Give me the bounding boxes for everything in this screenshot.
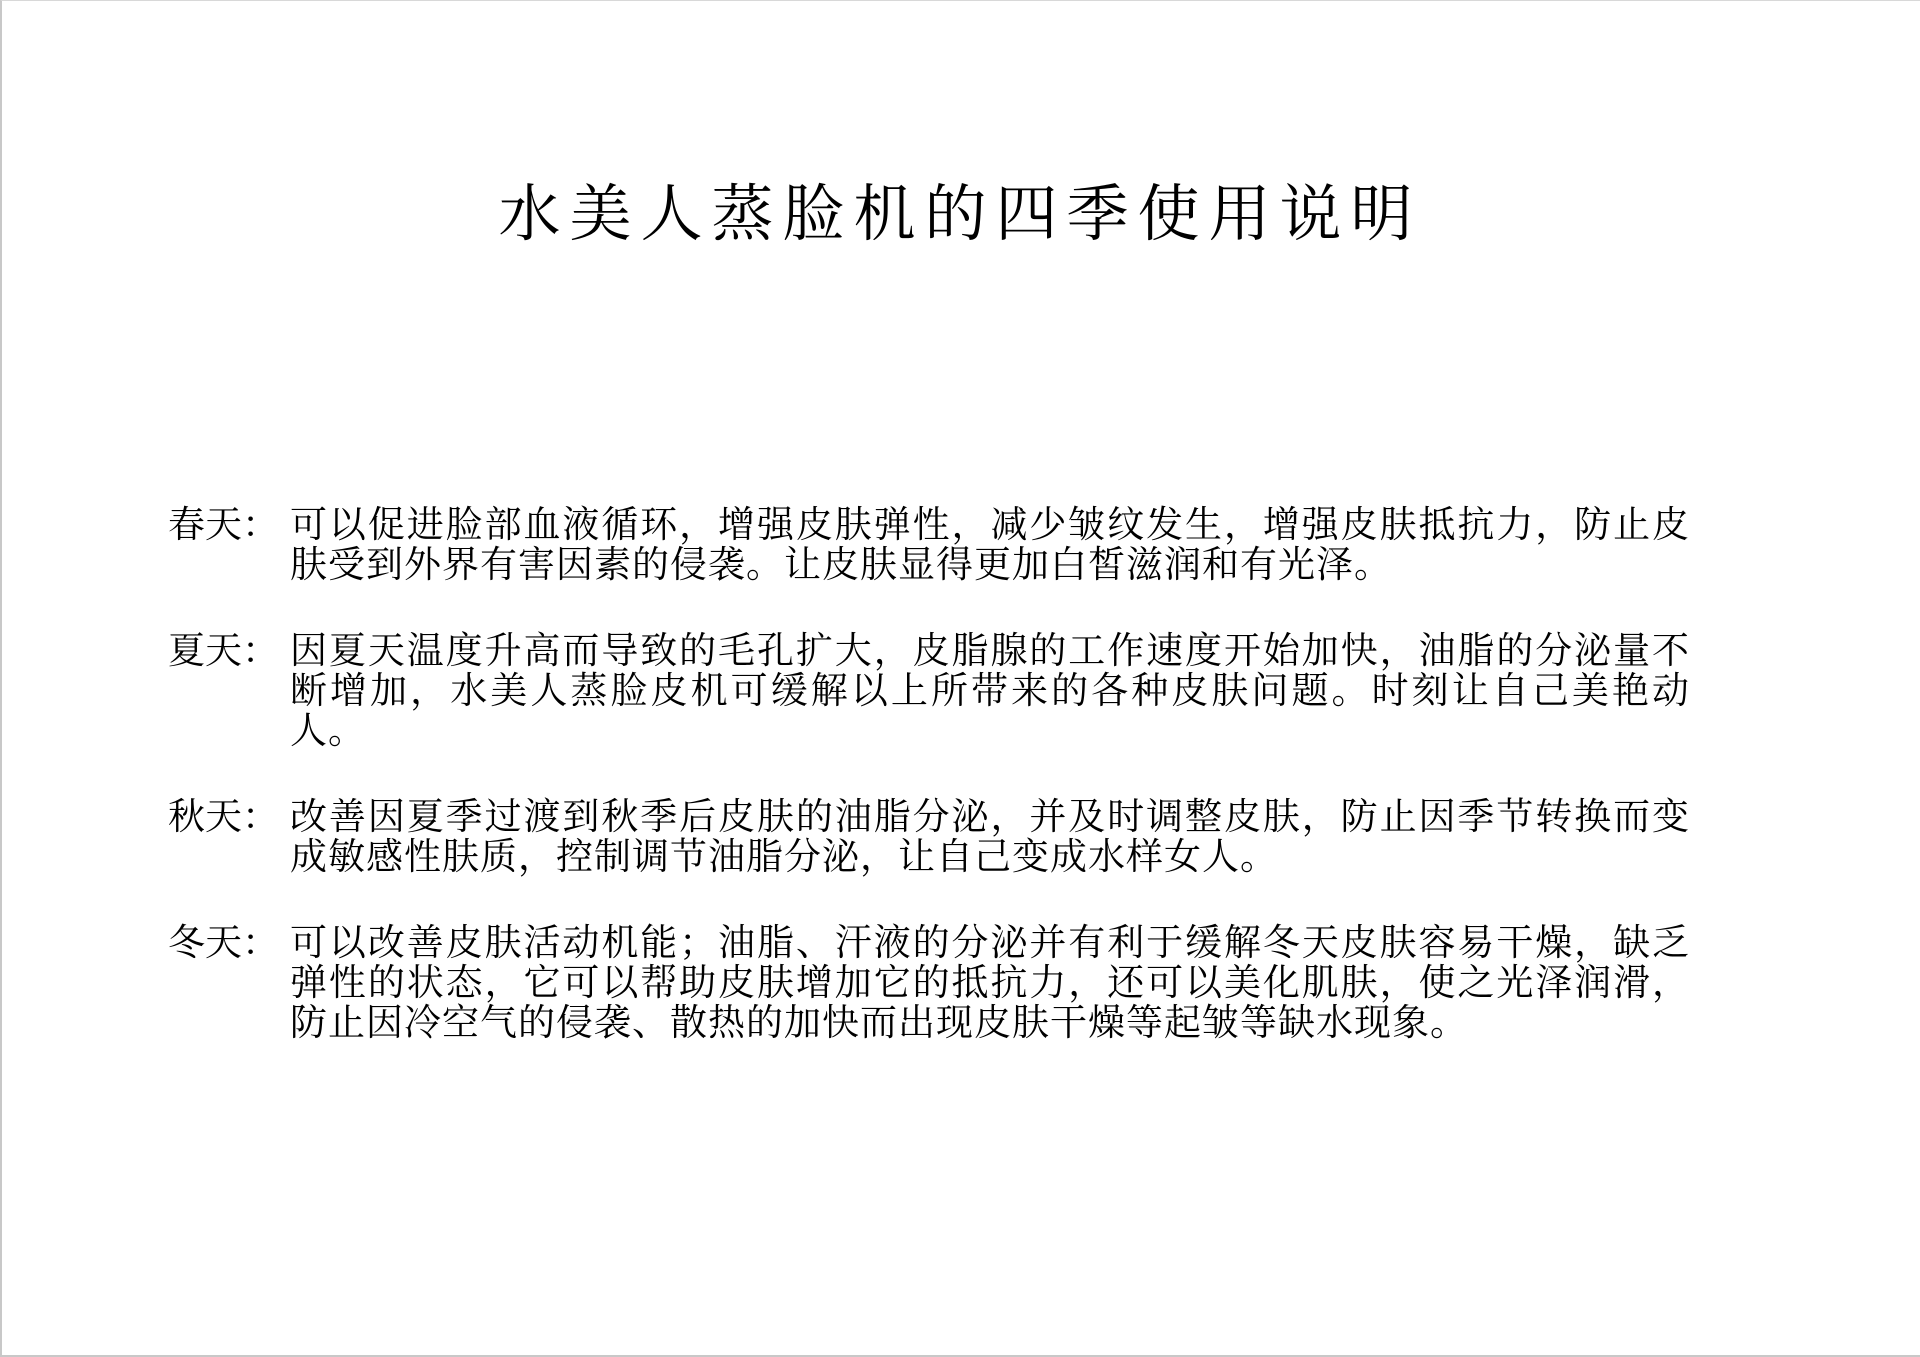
section-autumn bbox=[168, 797, 1758, 877]
section-summer bbox=[168, 631, 1758, 751]
page-title: 水美人蒸脸机的四季使用说明 bbox=[498, 177, 1422, 250]
section-spring bbox=[168, 505, 1758, 585]
season-label-winter: 冬天： bbox=[168, 921, 279, 964]
season-label-autumn: 秋天： bbox=[168, 795, 279, 838]
section-winter bbox=[168, 923, 1758, 1043]
season-text-autumn: 改善因夏季过渡到秋季后皮肤的油脂分泌，并及时调整皮肤，防止因季节转换而变成敏感性肤质，控制调节油脂分泌，让自己变成水样女人。 bbox=[290, 795, 1690, 878]
season-text-summer: 因夏天温度升高而导致的毛孔扩大，皮脂腺的工作速度开始加快，油脂的分泌量不断增加，水美人蒸脸皮机可缓解以上所带来的各种皮肤问题。时刻让自己美艳动人。 bbox=[290, 629, 1690, 752]
season-label-spring: 春天： bbox=[168, 503, 279, 546]
season-text-winter: 可以改善皮肤活动机能；油脂、汗液的分泌并有利于缓解冬天皮肤容易干燥，缺乏弹性的状态，它可以帮助皮肤增加它的抵抗力，还可以美化肌肤，使之光泽润滑，防止因冷空气的侵袭、散热的加快而出现皮肤干燥等起皱等缺水现象。 bbox=[290, 921, 1690, 1044]
season-text-spring: 可以促进脸部血液循环，增强皮肤弹性，减少皱纹发生，增强皮肤抵抗力，防止皮肤受到外界有害因素的侵袭。让皮肤显得更加白皙滋润和有光泽。 bbox=[290, 503, 1690, 586]
season-sections bbox=[168, 505, 1758, 1089]
season-label-summer: 夏天： bbox=[168, 629, 279, 672]
